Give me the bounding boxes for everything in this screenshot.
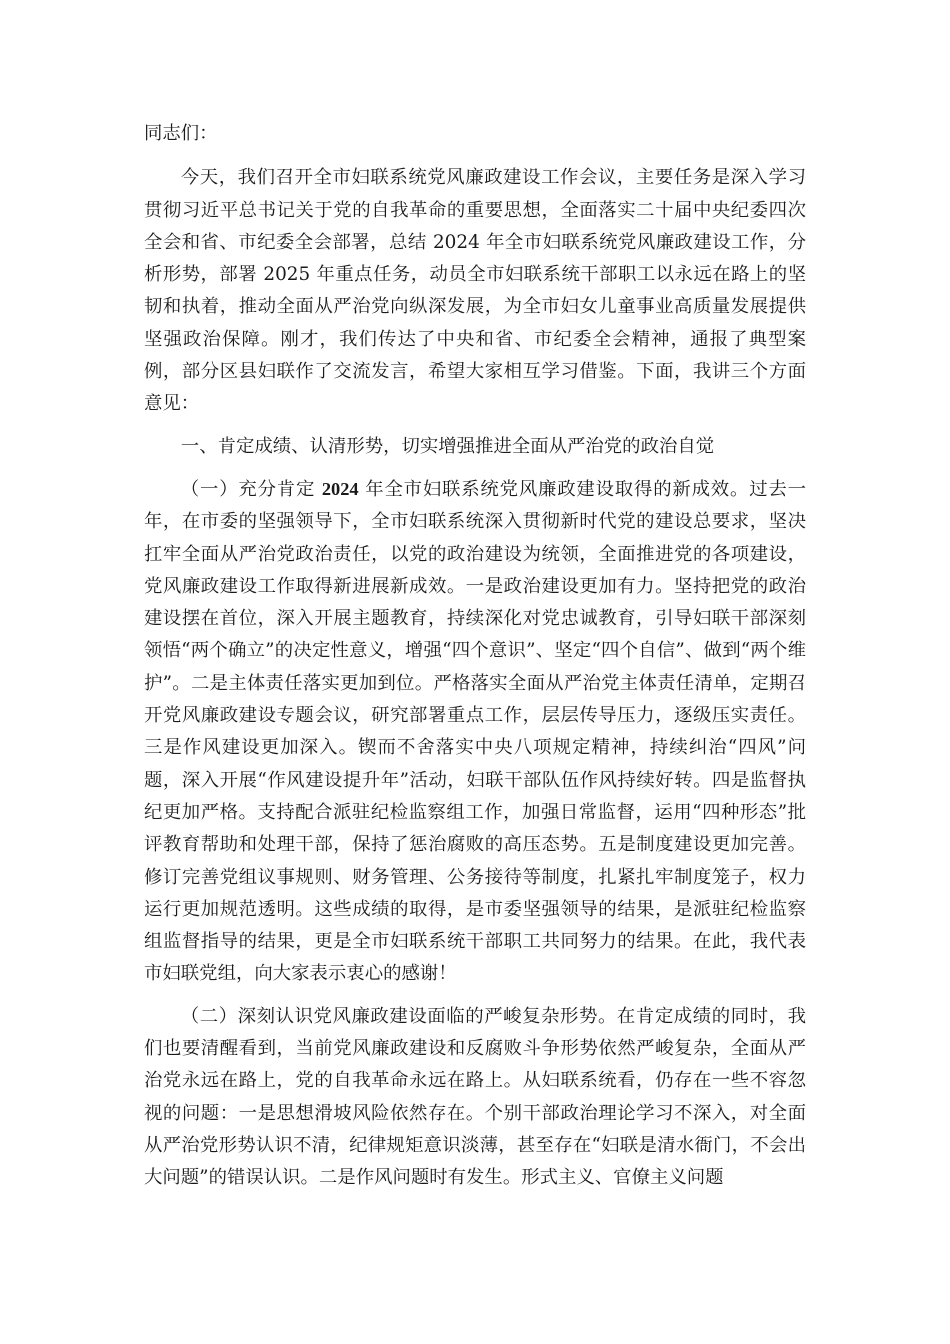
intro-paragraph: 今天，我们召开全市妇联系统党风廉政建设工作会议，主要任务是深入学习贯彻习近平总书记关于党的自我革命的重要思想，全面落实二十届中央纪委四次全会和省、市纪委全会部署，总结 2024 年全市妇联系统党风廉政建设工作，分析形势，部署 2025 年重点任务，动员全市妇联系统干部职工以永远在路上的坚韧和执着，推动全面从严治党向纵深发展，为全市妇女儿童事业高质量发展提供坚强政治保障。刚才，我们传达了中央和省、市纪委全会精神，通报了典型案例，部分区县妇联作了交流发言，希望大家相互学习借鉴。下面，我讲三个方面意见： — [144, 167, 806, 415]
subsection-1-paragraph — [144, 473, 806, 991]
subsection-2-paragraph — [144, 1001, 806, 1195]
subsection-1-title-rest: 年全市妇联系统党风廉政建设取得的新成效。 — [358, 478, 750, 500]
subsection-2-body: 在肯定成绩的同时，我们也要清醒看到，当前党风廉政建设和反腐败斗争形势依然严峻复杂，全面从严治党永远在路上，党的自我革命永远在路上。从妇联系统看，仍存在一些不容忽视的问题：一是思想滑坡风险依然存在。个别干部政治理论学习不深入，对全面从严治党形势认识不清，纪律规矩意识淡薄，甚至存在“妇联是清水衙门，不会出大问题”的错误认识。二是作风问题时有发生。形式主义、官僚主义问题 — [144, 1005, 806, 1189]
section-1-heading: 一、肯定成绩、认清形势，切实增强推进全面从严治党的政治自觉 — [180, 435, 715, 457]
document-page — [144, 118, 806, 1205]
subsection-1-title-prefix: （一）充分肯定 — [180, 478, 322, 500]
subsection-2-title: （二）深刻认识党风廉政建设面临的严峻复杂形势。 — [180, 1005, 617, 1027]
salutation: 同志们： — [144, 123, 218, 144]
subsection-1-title-year: 2024 — [321, 478, 359, 499]
subsection-1-body: 过去一年，在市委的坚强领导下，全市妇联系统深入贯彻新时代党的建设总要求，坚决扛牢全面从严治党政治责任，以党的政治建设为统领，全面推进党的各项建设，党风廉政建设工作取得新进展新成效。一是政治建设更加有力。坚持把党的政治建设摆在首位，深入开展主题教育，持续深化对党忠诚教育，引导妇联干部深刻领悟“两个确立”的决定性意义，增强“四个意识”、坚定“四个自信”、做到“两个维护”。二是主体责任落实更加到位。严格落实全面从严治党主体责任清单，定期召开党风廉政建设专题会议，研究部署重点工作，层层传导压力，逐级压实责任。三是作风建设更加深入。锲而不舍落实中央八项规定精神，持续纠治“四风”问题，深入开展“作风建设提升年”活动，妇联干部队伍作风持续好转。四是监督执纪更加严格。支持配合派驻纪检监察组工作，加强日常监督，运用“四种形态”批评教育帮助和处理干部，保持了惩治腐败的高压态势。五是制度建设更加完善。修订完善党组议事规则、财务管理、公务接待等制度，扎紧扎牢制度笼子，权力运行更加规范透明。这些成绩的取得，是市委坚强领导的结果，是派驻纪检监察组监督指导的结果，更是全市妇联系统干部职工共同努力的结果。在此，我代表市妇联党组，向大家表示衷心的感谢！ — [144, 478, 806, 985]
